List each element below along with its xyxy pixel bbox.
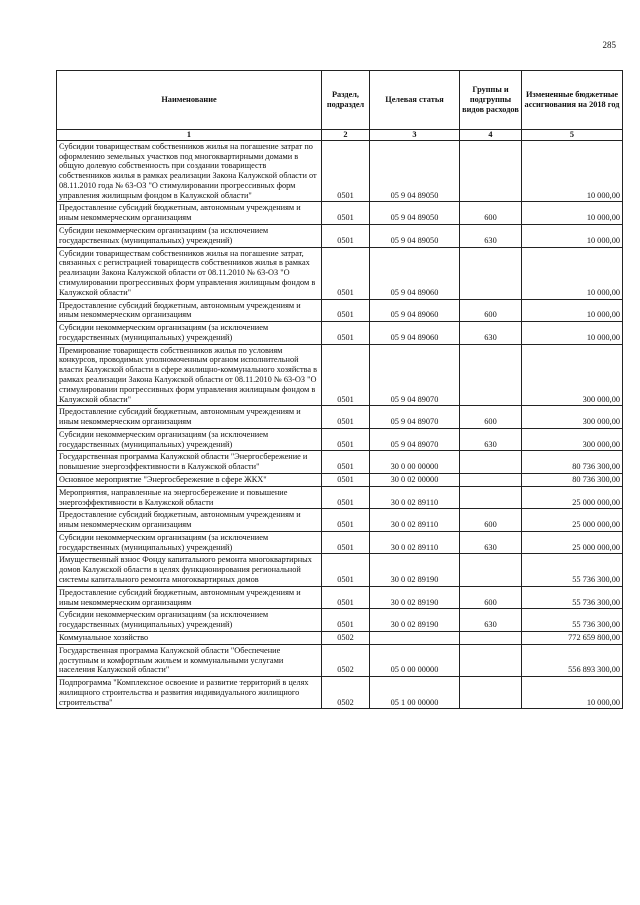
row-target: 30 0 02 89110 — [370, 486, 460, 509]
row-name: Мероприятия, направленные на энергосбережение и повышение энергоэффективности в Калужской области — [57, 486, 322, 509]
row-section: 0501 — [322, 486, 370, 509]
header-target: Целевая статья — [370, 71, 460, 130]
row-group: 600 — [460, 586, 522, 609]
row-amount: 25 000 000,00 — [522, 531, 623, 554]
row-name: Премирование товариществ собственников жилья по условиям конкурсов, проводимых уполномоченным органом исполнительной власти Калужской области в сфере жилищно-коммунального хозяйства в рамках реализации Закона Калужской области от 08.11.2010 № 63-ОЗ "О стимулировании прогрессивных форм управления жилищным фондом в Калужской области" — [57, 344, 322, 406]
column-number: 5 — [522, 130, 623, 141]
row-group: 630 — [460, 531, 522, 554]
row-target: 05 9 04 89060 — [370, 322, 460, 345]
row-section: 0502 — [322, 631, 370, 644]
row-amount: 25 000 000,00 — [522, 486, 623, 509]
page-number: 285 — [602, 40, 616, 50]
table-row — [57, 609, 623, 632]
row-amount: 80 736 300,00 — [522, 451, 623, 474]
row-name: Коммунальное хозяйство — [57, 631, 322, 644]
row-name: Субсидии некоммерческим организациям (за исключением государственных (муниципальных) учреждений) — [57, 428, 322, 451]
column-number: 2 — [322, 130, 370, 141]
row-target: 05 9 04 89060 — [370, 247, 460, 299]
row-amount: 300 000,00 — [522, 428, 623, 451]
row-group — [460, 554, 522, 586]
row-name: Предоставление субсидий бюджетным, автономным учреждениям и иным некоммерческим организациям — [57, 586, 322, 609]
row-target: 05 9 04 89070 — [370, 428, 460, 451]
header-amount: Измененные бюджетные ассигнования на 2018 год — [522, 71, 623, 130]
row-group — [460, 451, 522, 474]
row-amount: 10 000,00 — [522, 140, 623, 202]
row-name: Государственная программа Калужской области "Энергосбережение и повышение энергоэффективности в Калужской области" — [57, 451, 322, 474]
row-amount: 300 000,00 — [522, 344, 623, 406]
table-row — [57, 451, 623, 474]
row-amount: 55 736 300,00 — [522, 554, 623, 586]
column-number: 3 — [370, 130, 460, 141]
row-group: 630 — [460, 609, 522, 632]
row-target: 30 0 02 89110 — [370, 531, 460, 554]
column-number-row — [57, 130, 623, 141]
table-row — [57, 644, 623, 676]
row-name: Имущественный взнос Фонду капитального ремонта многоквартирных домов Калужской области в целях функционирования региональной системы капитального ремонта многоквартирных домов — [57, 554, 322, 586]
row-name: Субсидии некоммерческим организациям (за исключением государственных (муниципальных) учреждений) — [57, 609, 322, 632]
row-group — [460, 486, 522, 509]
row-section: 0501 — [322, 247, 370, 299]
row-group: 600 — [460, 202, 522, 225]
row-target: 05 9 04 89050 — [370, 140, 460, 202]
row-section: 0501 — [322, 299, 370, 322]
row-group: 630 — [460, 428, 522, 451]
row-section: 0502 — [322, 677, 370, 709]
row-group — [460, 677, 522, 709]
table-row — [57, 344, 623, 406]
row-name: Субсидии товариществам собственников жилья на погашение затрат по оформлению земельных участков под многоквартирными домами в общую долевую собственность при создании товариществ собственников жилья в рамках реализации Закона Калужской области от 08.11.2010 года № 63-ОЗ "О стимулировании прогрессивных форм управления жилищным фондом в Калужской области" — [57, 140, 322, 202]
row-target: 05 9 04 89050 — [370, 202, 460, 225]
row-amount: 10 000,00 — [522, 677, 623, 709]
row-target: 30 0 02 89190 — [370, 609, 460, 632]
row-section: 0501 — [322, 509, 370, 532]
row-target: 05 9 04 89070 — [370, 344, 460, 406]
row-section: 0501 — [322, 225, 370, 248]
row-name: Субсидии некоммерческим организациям (за исключением государственных (муниципальных) учреждений) — [57, 322, 322, 345]
row-group — [460, 474, 522, 487]
row-target — [370, 631, 460, 644]
table-row — [57, 486, 623, 509]
row-target: 30 0 02 89190 — [370, 554, 460, 586]
row-group — [460, 631, 522, 644]
row-target: 30 0 02 89190 — [370, 586, 460, 609]
row-amount: 55 736 300,00 — [522, 586, 623, 609]
row-section: 0501 — [322, 609, 370, 632]
row-amount: 10 000,00 — [522, 322, 623, 345]
header-group: Группы и подгруппы видов расходов — [460, 71, 522, 130]
row-name: Подпрограмма "Комплексное освоение и развитие территорий в целях жилищного строительства и развития индивидуального жилищного строительства" — [57, 677, 322, 709]
row-target: 05 9 04 89070 — [370, 406, 460, 429]
row-amount: 300 000,00 — [522, 406, 623, 429]
table-row — [57, 631, 623, 644]
table-row — [57, 474, 623, 487]
row-group — [460, 247, 522, 299]
table-row — [57, 428, 623, 451]
row-group — [460, 344, 522, 406]
row-section: 0501 — [322, 531, 370, 554]
row-target: 05 9 04 89050 — [370, 225, 460, 248]
header-section: Раздел, подраздел — [322, 71, 370, 130]
row-name: Предоставление субсидий бюджетным, автономным учреждениям и иным некоммерческим организациям — [57, 299, 322, 322]
row-group: 630 — [460, 322, 522, 345]
row-section: 0501 — [322, 451, 370, 474]
table-row — [57, 247, 623, 299]
row-section: 0501 — [322, 428, 370, 451]
row-target: 30 0 00 00000 — [370, 451, 460, 474]
row-target: 05 0 00 00000 — [370, 644, 460, 676]
row-group: 600 — [460, 299, 522, 322]
row-section: 0502 — [322, 644, 370, 676]
row-group — [460, 140, 522, 202]
row-target: 30 0 02 89110 — [370, 509, 460, 532]
column-number: 1 — [57, 130, 322, 141]
row-amount: 10 000,00 — [522, 202, 623, 225]
row-name: Субсидии некоммерческим организациям (за исключением государственных (муниципальных) учреждений) — [57, 225, 322, 248]
row-target: 30 0 02 00000 — [370, 474, 460, 487]
table-row — [57, 299, 623, 322]
row-amount: 10 000,00 — [522, 225, 623, 248]
row-target: 05 9 04 89060 — [370, 299, 460, 322]
row-amount: 772 659 800,00 — [522, 631, 623, 644]
row-amount: 10 000,00 — [522, 299, 623, 322]
row-group: 600 — [460, 406, 522, 429]
table-row — [57, 202, 623, 225]
row-section: 0501 — [322, 554, 370, 586]
row-group: 600 — [460, 509, 522, 532]
table-row — [57, 406, 623, 429]
row-section: 0501 — [322, 202, 370, 225]
row-name: Основное мероприятие "Энергосбережение в сфере ЖКХ" — [57, 474, 322, 487]
table-body — [57, 130, 623, 709]
row-amount: 55 736 300,00 — [522, 609, 623, 632]
header-name: Наименование — [57, 71, 322, 130]
row-amount: 80 736 300,00 — [522, 474, 623, 487]
budget-table — [56, 70, 623, 709]
table-row — [57, 677, 623, 709]
table-row — [57, 509, 623, 532]
row-name: Субсидии некоммерческим организациям (за исключением государственных (муниципальных) учреждений) — [57, 531, 322, 554]
row-name: Предоставление субсидий бюджетным, автономным учреждениям и иным некоммерческим организациям — [57, 406, 322, 429]
row-target: 05 1 00 00000 — [370, 677, 460, 709]
row-section: 0501 — [322, 406, 370, 429]
row-amount: 25 000 000,00 — [522, 509, 623, 532]
table-row — [57, 554, 623, 586]
row-name: Государственная программа Калужской области "Обеспечение доступным и комфортным жильем и коммунальными услугами населения Калужской области" — [57, 644, 322, 676]
table-header — [57, 71, 623, 130]
row-name: Предоставление субсидий бюджетным, автономным учреждениям и иным некоммерческим организациям — [57, 509, 322, 532]
column-number: 4 — [460, 130, 522, 141]
row-name: Субсидии товариществам собственников жилья на погашение затрат, связанных с регистрацией товариществ собственников жилья в рамках реализации Закона Калужской области от 08.11.2010 № 63-ОЗ "О стимулировании прогрессивных форм управления жилищным фондом в Калужской области" — [57, 247, 322, 299]
row-amount: 10 000,00 — [522, 247, 623, 299]
table-row — [57, 586, 623, 609]
row-section: 0501 — [322, 586, 370, 609]
row-section: 0501 — [322, 140, 370, 202]
row-group: 630 — [460, 225, 522, 248]
row-section: 0501 — [322, 322, 370, 345]
row-group — [460, 644, 522, 676]
table-row — [57, 140, 623, 202]
row-name: Предоставление субсидий бюджетным, автономным учреждениям и иным некоммерческим организациям — [57, 202, 322, 225]
table-row — [57, 322, 623, 345]
row-section: 0501 — [322, 474, 370, 487]
row-section: 0501 — [322, 344, 370, 406]
table-row — [57, 225, 623, 248]
row-amount: 556 893 300,00 — [522, 644, 623, 676]
table-row — [57, 531, 623, 554]
